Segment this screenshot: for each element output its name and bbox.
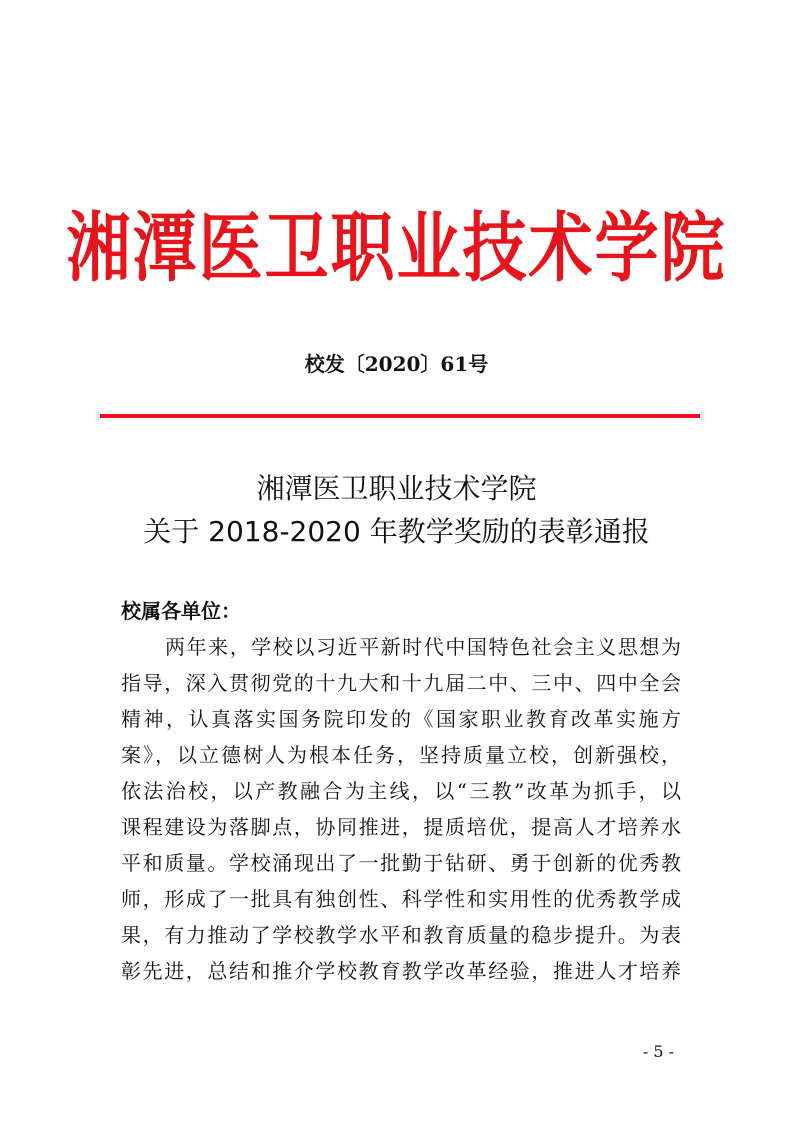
body-line: 精神，认真落实国务院印发的《国家职业教育改革实施方 bbox=[121, 707, 681, 731]
body-line: 案》，以立德树人为根本任务，坚持质量立校，创新强校， bbox=[121, 743, 681, 767]
document-number: 校发〔2020〕61号 bbox=[304, 352, 489, 376]
salutation: 校属各单位： bbox=[121, 599, 241, 623]
body-line: 果，有力推动了学校教学水平和教育质量的稳步提升。为表 bbox=[121, 923, 681, 947]
body-line: 两年来，学校以习近平新时代中国特色社会主义思想为 bbox=[165, 635, 681, 659]
body-line: 课程建设为落脚点，协同推进，提质培优，提高人才培养水 bbox=[121, 815, 681, 839]
body-line: 指导，深入贯彻党的十九大和十九届二中、三中、四中全会 bbox=[121, 671, 681, 695]
body-line: 依法治校，以产教融合为主线，以“三教”改革为抓手，以 bbox=[121, 779, 681, 803]
body-line: 师，形成了一批具有独创性、科学性和实用性的优秀教学成 bbox=[121, 887, 681, 911]
page-number: - 5 - bbox=[642, 1042, 674, 1061]
masthead-institution-name: 湘潭医卫职业技术学院 bbox=[66, 204, 727, 293]
body-line: 彰先进，总结和推介学校教育教学改革经验，推进人才培养 bbox=[121, 959, 681, 983]
title-line-1: 湘潭医卫职业技术学院 bbox=[256, 472, 537, 505]
red-divider-rule bbox=[100, 414, 700, 418]
body-line: 平和质量。学校涌现出了一批勤于钻研、勇于创新的优秀教 bbox=[121, 851, 681, 875]
title-line-2: 关于 2018-2020 年教学奖励的表彰通报 bbox=[143, 515, 650, 548]
